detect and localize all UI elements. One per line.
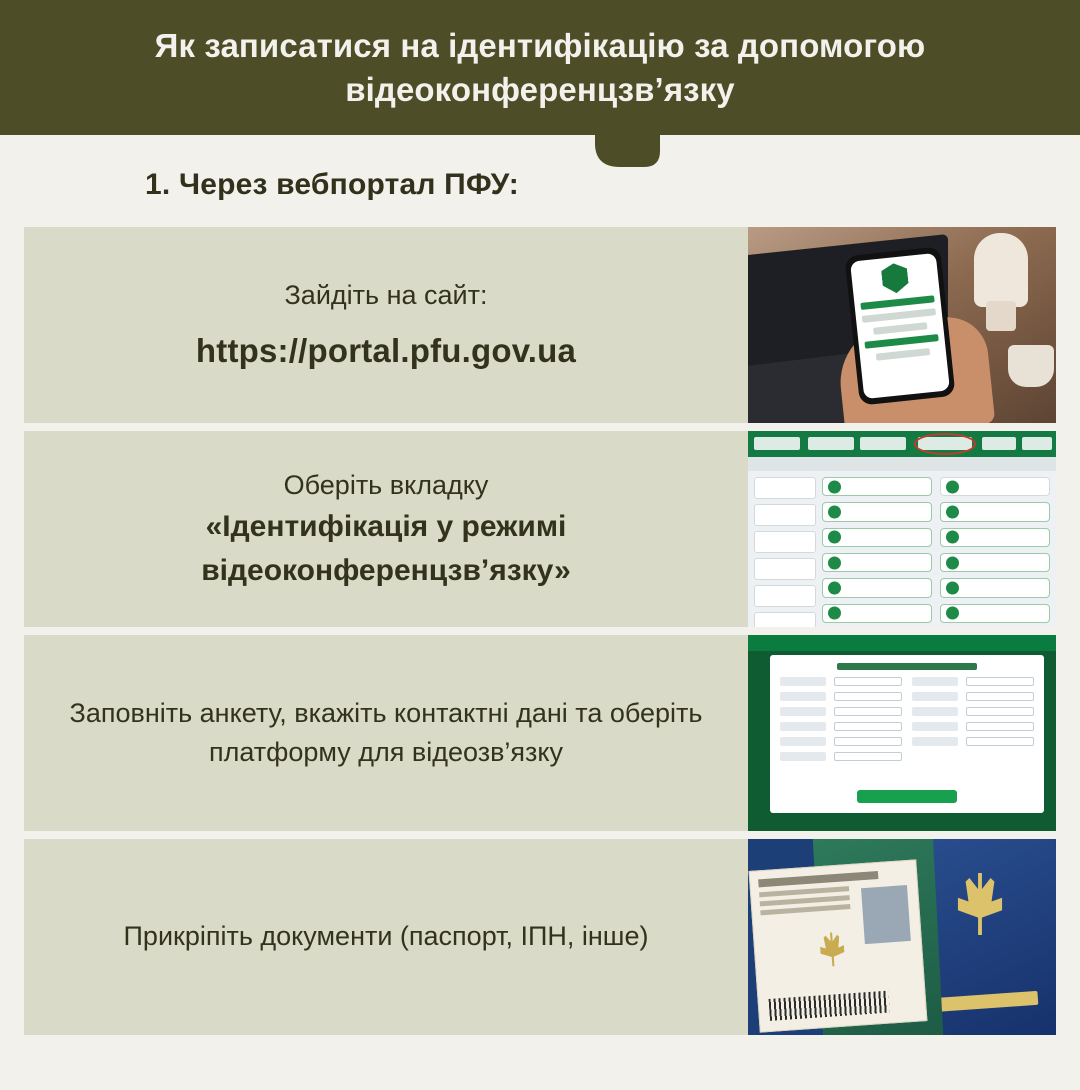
form-row (780, 707, 902, 716)
screen-bar (862, 308, 936, 323)
step-text (24, 431, 748, 627)
portal-service-grid (822, 477, 1050, 623)
portal-topbar (748, 431, 1056, 457)
photo-phone-on-laptop (748, 227, 1056, 423)
form-label (780, 707, 826, 716)
sidebar-item (754, 558, 816, 580)
header-title: Як записатися на ідентифікацію за допомогою відеоконференцзв’язку (154, 26, 926, 108)
service-card (940, 578, 1050, 597)
service-card (940, 553, 1050, 572)
form-column-left (780, 677, 902, 767)
screen-bar (873, 322, 927, 335)
form-label (780, 692, 826, 701)
topbar-item (860, 437, 906, 450)
service-card (822, 553, 932, 572)
phone-shape (844, 246, 955, 405)
screen-bar (864, 334, 938, 349)
form-field[interactable] (966, 737, 1034, 746)
service-card (940, 502, 1050, 521)
form-field[interactable] (966, 722, 1034, 731)
screen-bar (876, 348, 930, 361)
form-row (912, 737, 1034, 746)
step-text (24, 635, 748, 831)
form-topbar (748, 635, 1056, 651)
form-column-right (912, 677, 1034, 767)
step-item (24, 839, 1056, 1035)
topbar-item (982, 437, 1016, 450)
phone-screen (850, 253, 950, 399)
pension-certificate (749, 859, 928, 1032)
header-tail-notch (0, 135, 1080, 167)
service-card (822, 502, 932, 521)
certificate-title (758, 871, 878, 887)
cup-shape (1008, 345, 1054, 387)
form-field[interactable] (966, 692, 1034, 701)
form-field[interactable] (834, 692, 902, 701)
step-item (24, 635, 1056, 831)
form-field[interactable] (834, 722, 902, 731)
service-card (822, 604, 932, 623)
service-card (822, 528, 932, 547)
step-line: Заповніть анкету, вкажіть контактні дані та оберіть платформу для відеозв’язку (69, 697, 703, 767)
sidebar-item (754, 612, 816, 627)
topbar-item (754, 437, 800, 450)
sidebar-item (754, 504, 816, 526)
form-label (780, 752, 826, 761)
header-banner (0, 0, 1080, 135)
step-line-emphasis: «Ідентифікація у режимі відеоконференцзв’язку» (201, 510, 571, 587)
step-item (24, 227, 1056, 423)
topbar-item (808, 437, 854, 450)
pfu-emblem-icon (880, 262, 909, 295)
step-item (24, 431, 1056, 627)
sidebar-item (754, 585, 816, 607)
form-sheet (770, 655, 1044, 813)
form-field[interactable] (966, 707, 1034, 716)
form-row (912, 692, 1034, 701)
form-label (780, 677, 826, 686)
step-line: Зайдіть на сайт: (284, 279, 488, 310)
tryzub-watermark-icon (818, 932, 846, 968)
step-line: Оберіть вкладку (283, 469, 489, 500)
service-card (940, 604, 1050, 623)
sidebar-item (754, 531, 816, 553)
form-field[interactable] (966, 677, 1034, 686)
screenshot-portal-cabinet (748, 431, 1056, 627)
form-field[interactable] (834, 707, 902, 716)
certificate-photo (861, 885, 911, 944)
form-row (912, 707, 1034, 716)
form-row (780, 722, 902, 731)
form-title-bar (837, 663, 977, 670)
portal-url[interactable]: https://portal.pfu.gov.ua (195, 331, 577, 369)
barcode (769, 991, 890, 1021)
step-text (24, 227, 748, 423)
lamp-shape (974, 233, 1028, 307)
form-field[interactable] (834, 677, 902, 686)
form-row (912, 677, 1034, 686)
form-label (912, 677, 958, 686)
certificate-line (760, 904, 850, 915)
form-row (780, 677, 902, 686)
steps-list (0, 227, 1080, 1035)
form-field[interactable] (834, 752, 902, 761)
service-card (940, 528, 1050, 547)
form-row (780, 752, 902, 761)
form-label (912, 692, 958, 701)
form-label (912, 707, 958, 716)
form-row (780, 692, 902, 701)
form-columns (780, 677, 1034, 767)
portal-breadcrumb-bar (748, 457, 1056, 471)
topbar-item (1022, 437, 1052, 450)
screenshot-identification-form (748, 635, 1056, 831)
form-row (780, 737, 902, 746)
highlight-ellipse (914, 433, 976, 455)
screen-bar (860, 295, 934, 310)
form-label (912, 722, 958, 731)
photo-documents-passport-id (748, 839, 1056, 1035)
lamp-base-shape (986, 301, 1016, 331)
form-label (780, 737, 826, 746)
portal-sidebar (754, 477, 816, 623)
service-card (822, 578, 932, 597)
form-label (780, 722, 826, 731)
service-card (822, 477, 932, 496)
step-text (24, 839, 748, 1035)
step-line: Прикріпіть документи (паспорт, ІПН, інше) (123, 921, 649, 952)
form-row (912, 722, 1034, 731)
service-card (940, 477, 1050, 496)
section-title: 1. Через вебпортал ПФУ: (145, 168, 519, 201)
sidebar-item (754, 477, 816, 499)
form-field[interactable] (834, 737, 902, 746)
form-label (912, 737, 958, 746)
form-submit-button[interactable] (857, 790, 957, 803)
